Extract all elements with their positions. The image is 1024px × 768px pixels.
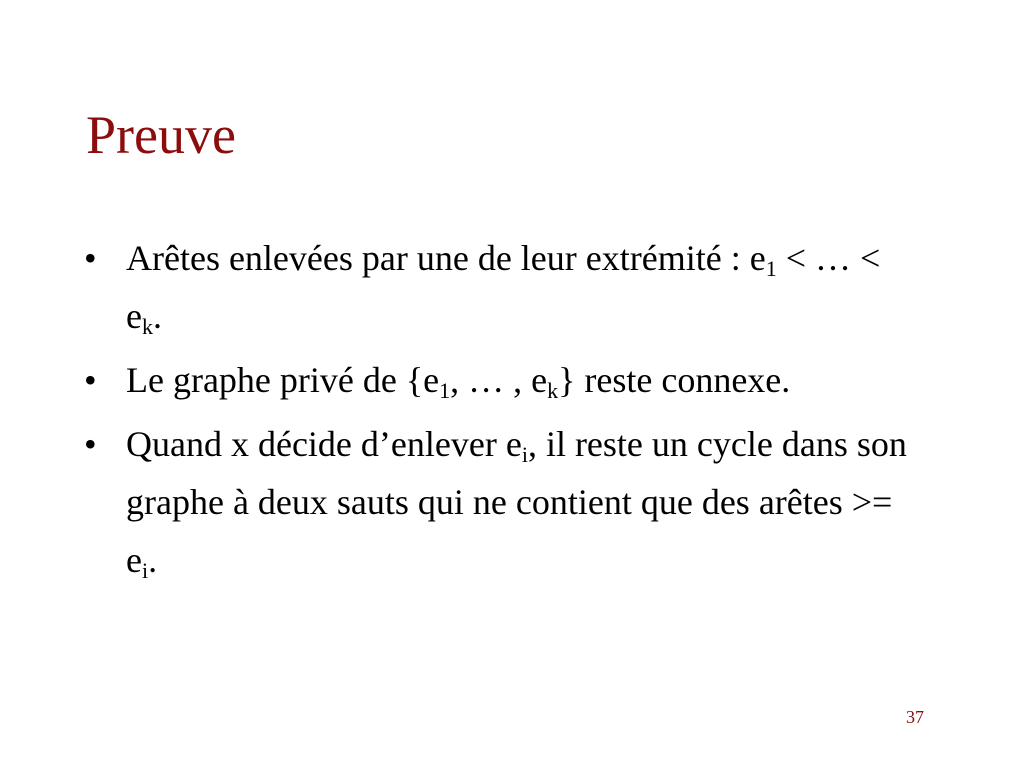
subscript: k	[547, 378, 559, 403]
bullet-text-run: , … , e	[450, 360, 548, 400]
subscript: i	[521, 442, 528, 467]
subscript: k	[141, 314, 153, 339]
bullet-text-1	[126, 229, 924, 345]
bullet-item-1	[84, 229, 924, 345]
bullet-text-run: .	[152, 296, 162, 336]
bullet-text-run: Quand x décide d’enlever e	[126, 424, 522, 464]
bullet-item-3	[84, 415, 924, 589]
subscript: 1	[765, 256, 777, 281]
page-number: 37	[906, 707, 924, 727]
bullet-text-run: } reste connexe.	[558, 360, 791, 400]
bullet-list	[84, 229, 924, 589]
bullet-item-2	[84, 351, 924, 409]
bullet-text-run: .	[148, 540, 158, 580]
bullet-text-run: , il reste un cycle dans son graphe à deux sauts qui ne contient que des arêtes >= e	[126, 424, 907, 580]
bullet-text-run: < … < e	[126, 238, 881, 336]
bullet-text-3	[126, 415, 924, 589]
bullet-icon: •	[84, 424, 97, 464]
bullet-text-run: Arêtes enlevées par une de leur extrémité : e	[126, 238, 766, 278]
subscript: i	[141, 558, 149, 583]
bullet-text-run: Le graphe privé de {e	[126, 360, 440, 400]
slide-title: Preuve	[86, 105, 236, 165]
bullet-icon: •	[84, 238, 97, 278]
bullet-icon: •	[84, 360, 97, 400]
subscript: 1	[439, 378, 451, 403]
bullet-text-2	[126, 351, 924, 409]
